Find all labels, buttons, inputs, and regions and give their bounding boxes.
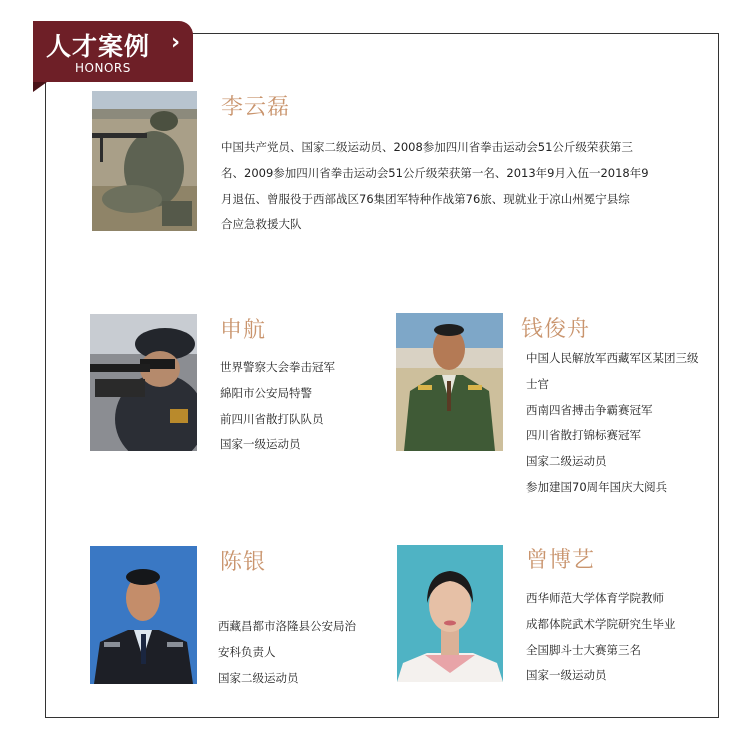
profile-line: 参加建国70周年国庆大阅兵 — [526, 479, 668, 494]
profile-photo-police-officer — [90, 546, 197, 684]
profile-photo-teacher — [397, 545, 503, 682]
profile-line: 国家一级运动员 — [526, 668, 607, 683]
profile-line: 月退伍、曾服役于西部战区76集团军特种作战第76旅、现就业于凉山州冕宁县综 — [221, 191, 630, 206]
profile-line: 世界警察大会拳击冠军 — [220, 360, 335, 374]
profile-line: 綿阳市公安局特警 — [220, 385, 312, 400]
section-subtitle: HONORS — [75, 61, 131, 75]
profile-line: 士官 — [526, 376, 549, 391]
section-header-tag — [33, 21, 193, 82]
profile-description — [220, 355, 335, 458]
profile-line: 国家二级运动员 — [218, 670, 299, 685]
profile-line: 国家二级运动员 — [526, 454, 607, 469]
profile-description — [526, 346, 699, 501]
profile-line: 安科负责人 — [218, 644, 276, 659]
section-title: 人才案例 — [46, 32, 151, 61]
profile-description — [218, 614, 356, 691]
profile-name: 陈银 — [220, 550, 267, 575]
profile-line: 名、2009参加四川省拳击运动会51公斤级荣获第一名、2013年9月入伍一2018年9 — [221, 165, 649, 180]
profile-line: 西藏昌都市洛隆县公安局治 — [218, 619, 356, 633]
profile-name: 申航 — [220, 318, 267, 343]
profile-line: 西南四省搏击争霸赛冠军 — [526, 402, 653, 417]
profile-photo-police-sniper — [90, 314, 197, 451]
profile-line: 全国脚斗士大赛第三名 — [526, 642, 641, 657]
profile-line: 西华师范大学体育学院教师 — [526, 591, 664, 605]
profile-photo-sniper-field — [92, 91, 197, 231]
profile-line: 四川省散打锦标赛冠军 — [526, 428, 641, 443]
chevron-right-icon: › — [171, 30, 181, 55]
profile-description — [221, 135, 649, 238]
profile-line: 国家一级运动员 — [220, 437, 301, 452]
profile-line: 合应急救援大队 — [221, 217, 302, 232]
header-fold-decoration — [33, 82, 47, 92]
profile-name: 李云磊 — [221, 95, 291, 120]
profile-line: 中国共产党员、国家二级运动员、2008参加四川省拳击运动会51公斤级荣获第三 — [221, 140, 633, 154]
profile-name: 曾博艺 — [526, 548, 596, 573]
profile-line: 成都体院武术学院研究生毕业 — [526, 616, 676, 631]
profile-description — [526, 586, 676, 689]
profile-photo-army-officer — [396, 313, 503, 451]
profile-line: 前四川省散打队队员 — [220, 411, 324, 426]
profile-name: 钱俊舟 — [521, 317, 591, 342]
profile-line: 中国人民解放军西藏军区某团三级 — [526, 351, 699, 365]
